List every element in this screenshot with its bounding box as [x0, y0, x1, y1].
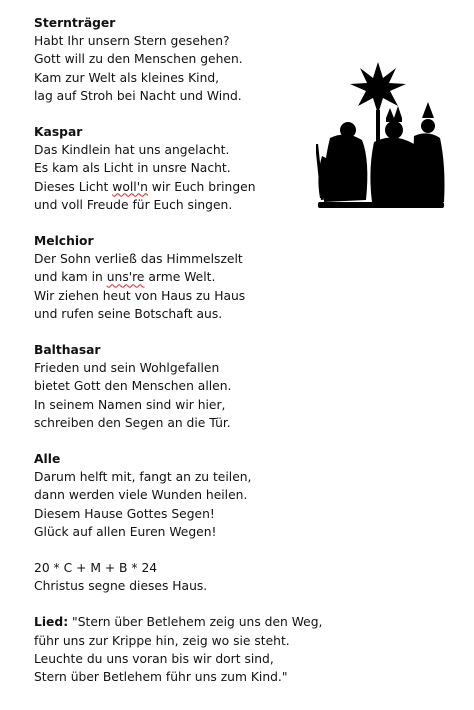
stanza-heading: Kaspar — [34, 125, 83, 140]
blessing-block — [34, 559, 444, 595]
spellcheck-flagged-word[interactable]: woll'n — [112, 179, 148, 194]
stanza-balthasar — [34, 341, 444, 432]
verse-line: In seinem Namen sind wir hier, — [34, 397, 226, 412]
lied-line: Leuchte du uns voran bis wir dort sind, — [34, 651, 274, 666]
blessing-line: Christus segne dieses Haus. — [34, 579, 208, 594]
verse-line: und voll Freude für Euch singen. — [34, 197, 233, 212]
verse-line: Das Kindlein hat uns angelacht. — [34, 143, 230, 158]
verse-line: und rufen seine Botschaft aus. — [34, 306, 223, 321]
star-icon — [350, 62, 406, 114]
stanza-melchior — [34, 232, 444, 323]
stanza-heading: Sternträger — [34, 16, 116, 30]
stanza-heading: Alle — [34, 452, 61, 467]
lied-text: "Stern über Betlehem zeig uns den Weg, — [68, 615, 323, 630]
verse-line: Glück auf allen Euren Wegen! — [34, 524, 217, 539]
verse-line: Habt Ihr unsern Stern gesehen? — [34, 34, 230, 49]
verse-line: Diesem Hause Gottes Segen! — [34, 506, 215, 521]
stanza-heading: Balthasar — [34, 343, 101, 358]
verse-line: Gott will zu den Menschen gehen. — [34, 52, 243, 67]
stanza-heading: Melchior — [34, 234, 94, 249]
verse-line: lag auf Stroh bei Nacht und Wind. — [34, 88, 242, 103]
lied-block — [34, 613, 444, 686]
verse-text: wir Euch bringen — [147, 179, 256, 194]
lied-first-line — [34, 613, 444, 631]
verse-line: dann werden viele Wunden heilen. — [34, 488, 248, 503]
spellcheck-flagged-word[interactable]: uns're — [106, 270, 145, 285]
verse-line — [34, 268, 444, 286]
stanza-alle — [34, 450, 444, 541]
verse-line: Es kam als Licht in unsre Nacht. — [34, 161, 231, 176]
verse-line: Wir ziehen heut von Haus zu Haus — [34, 288, 246, 303]
verse-text: Dieses Licht — [34, 179, 113, 194]
three-kings-silhouette-icon — [316, 60, 448, 218]
verse-text: und kam in — [34, 270, 107, 285]
verse-line: Frieden und sein Wohlgefallen — [34, 361, 220, 376]
lied-line: führ uns zur Krippe hin, zeig wo sie steht. — [34, 633, 290, 648]
lied-line: Stern über Betlehem führ uns zum Kind." — [34, 670, 288, 685]
blessing-formula: 20 * C + M + B * 24 — [34, 561, 158, 576]
verse-line: schreiben den Segen an die Tür. — [34, 415, 231, 430]
verse-text: arme Welt. — [144, 270, 216, 285]
lied-label: Lied: — [34, 615, 69, 630]
verse-line: Darum helft mit, fangt an zu teilen, — [34, 470, 252, 485]
verse-line: bietet Gott den Menschen allen. — [34, 379, 232, 394]
verse-line: Kam zur Welt als kleines Kind, — [34, 70, 220, 85]
verse-line: Der Sohn verließ das Himmelszelt — [34, 252, 243, 267]
